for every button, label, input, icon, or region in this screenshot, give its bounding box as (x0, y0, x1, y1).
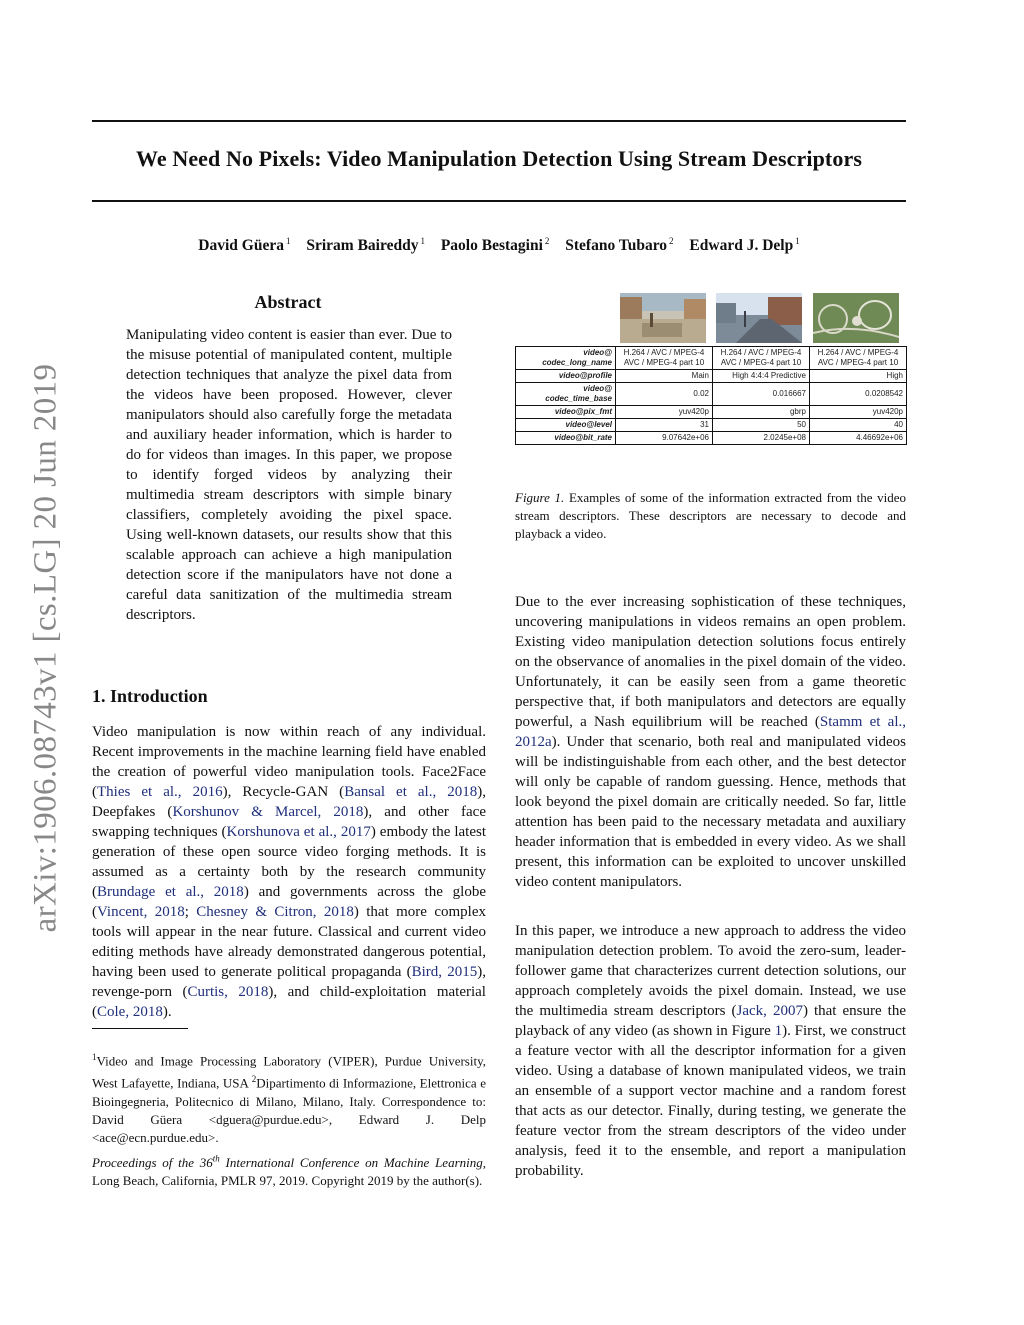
section-heading-introduction: 1. Introduction (92, 686, 208, 706)
citation-link[interactable]: Bird, 2015 (411, 964, 478, 980)
descriptor-key: video@ codec_time_base (516, 383, 616, 406)
table-row (516, 347, 907, 370)
figure-thumbnail-aerial-park (813, 293, 899, 343)
footnote-text: Dipartimento di Informazione, Elettronica e Bioingegneria, Politecnico di Milano, Milano, Italy. Correspondence to: David Güera <dguera@purdue.edu>, Edward J. Delp <ace@ecn.purdue.edu>. (92, 1075, 487, 1145)
author-affiliation: 1 (795, 236, 800, 246)
paragraph-text: Video manipulation is now within reach of any individual. Recent improvements in the machine learning field have enabled the creation of powerful video manipulation tools. Face2Face ( (92, 724, 486, 800)
figure-thumbnail-construction-site (620, 293, 706, 343)
proceedings-venue-text: Proceedings of the 36 (92, 1155, 213, 1171)
citation-link[interactable]: Chesney & Citron, 2018 (196, 904, 354, 920)
author-affiliation: 2 (669, 236, 674, 246)
intro-paragraph (92, 722, 486, 1022)
descriptor-value: yuv420p (616, 406, 713, 419)
proceedings-venue (92, 1155, 483, 1170)
paragraph-text: ), and other face swapping techniques ( (92, 804, 486, 840)
citation-link[interactable]: Jack, 2007 (736, 1003, 803, 1019)
descriptor-value: yuv420p (810, 406, 907, 419)
citation-link[interactable]: Stamm et al., 2012a (515, 714, 906, 750)
descriptor-key: video@pix_fmt (516, 406, 616, 419)
table-row (516, 419, 907, 432)
abstract-body: Manipulating video content is easier than ever. Due to the misuse potential of manipulated content, multiple detection techniques that analyze the pixel data from the videos have been proposed. However, clever manipulators should also carefully forge the metadata and auxiliary header information, which is harder to do for videos than images. In this paper, we propose to identify forged videos by analyzing their multimedia stream descriptors with simple binary classifiers, completely avoiding the pixel space. Using well-known datasets, our results show that this scalable approach can achieve a high manipulation detection score if the manipulators have not done a careful data sanitization of the multimedia stream descriptors. (126, 327, 452, 623)
footnote-mark: 1 (92, 1052, 97, 1062)
paragraph-text: ) that more complex tools will appear in the near future. Classical and current video editing methods have already demonstrated dangerous potential, having been used to generate political propaganda ( (92, 904, 486, 980)
footnote-mark: 2 (251, 1074, 257, 1085)
paragraph-text: ) and governments across the globe ( (92, 884, 486, 920)
abstract-heading: Abstract (254, 292, 322, 312)
author-affiliation: 1 (420, 236, 425, 246)
citation-link[interactable]: Curtis, 2018 (187, 984, 269, 1000)
title-rule-bottom (92, 200, 906, 202)
descriptor-value: High 4:4:4 Predictive (713, 370, 810, 383)
figure-label: Figure 1. (515, 490, 565, 505)
descriptor-key: video@bit_rate (516, 432, 616, 445)
descriptor-key: video@level (516, 419, 616, 432)
figure-thumbnail-street (716, 293, 802, 343)
paper-title: We Need No Pixels: Video Manipulation Detection Using Stream Descriptors (135, 146, 862, 171)
author (441, 237, 550, 254)
table-row (516, 370, 907, 383)
paragraph-text: ) that ensure the playback of any video (as shown in Figure (515, 1003, 906, 1039)
descriptor-value: 40 (810, 419, 907, 432)
citation-link[interactable]: Brundage et al., 2018 (97, 884, 244, 900)
affiliation-footnote (92, 1048, 486, 1147)
proceedings-details: , Long Beach, California, PMLR 97, 2019. Copyright 2019 by the author(s). (92, 1155, 486, 1189)
descriptor-value: 31 (616, 419, 713, 432)
table-row (516, 432, 907, 445)
descriptor-value: 0.02 (616, 383, 713, 406)
stream-descriptor-table (515, 346, 907, 445)
paragraph-text: In this paper, we introduce a new approach to address the video manipulation detection problem. To avoid the zero-sum, leader-follower game that characterizes current detection solutions, our approach completely avoids the pixel domain. Instead, we use the multimedia stream descriptors ( (515, 923, 906, 1019)
proceedings-ordinal: th (212, 1154, 220, 1164)
footnote-text: Video and Image Processing Laboratory (VIPER), Purdue University, West Lafayette, Indiana, USA (92, 1053, 486, 1091)
citation-link[interactable]: Korshunov & Marcel, 2018 (172, 804, 364, 820)
paragraph-text: ), revenge-porn ( (92, 964, 486, 1000)
author (306, 237, 425, 254)
paragraph-text: Due to the ever increasing sophistication of these techniques, uncovering manipulations in videos remains an open problem. Existing video manipulation detection solutions focus entirely on the observance of anomalies in the pixel domain of the video. Unfortunately, it can be easily seen from a game theoretic perspective that, if both manipulators and detectors are equally powerful, a Nash equilibrium will be reached ( (515, 594, 906, 730)
paragraph-text: ). First, we construct a feature vector with all the descriptor information for a given video. Using a database of known manipulated videos, we train an ensemble of a support vector machine and a random forest that acts as our detector. Finally, during testing, we generate the feature vector from the stream descriptors of the video under analysis, feed it to the ensemble, and report a manipulation probability. (515, 1023, 907, 1179)
descriptor-value: 50 (713, 419, 810, 432)
paragraph-text: ) embody the latest generation of these open source video forging methods. It is assumed as a certainty both by the research community ( (92, 824, 486, 900)
author-name: Edward J. Delp (689, 237, 794, 255)
descriptor-key: video@ codec_long_name (516, 347, 616, 370)
citation-link[interactable]: 1 (774, 1023, 783, 1039)
descriptor-value: gbrp (713, 406, 810, 419)
citation-link[interactable]: Thies et al., 2016 (97, 784, 223, 800)
paragraph-text: ), Recycle-GAN ( (222, 784, 345, 800)
intro-paragraph (515, 592, 906, 892)
paragraph-text: ). Under that scenario, both real and manipulated videos will be indistinguishable from each other, and the best detector will only be capable of random guessing. Hence, methods that look beyond the pixel domain are critically needed. So far, little attention has been paid to the necessary metadata and auxiliary header information that is embedded in every video. As we shall present, this information can be exploited to uncover unskilled video content manipulators. (515, 734, 906, 890)
descriptor-value: 0.0208542 (810, 383, 907, 406)
footnote-rule (92, 1028, 188, 1029)
author-name: Stefano Tubaro (565, 237, 668, 255)
intro-paragraph (515, 921, 906, 1181)
author-affiliation: 2 (544, 236, 550, 246)
author (198, 237, 290, 254)
paragraph-text: ), Deepfakes ( (92, 784, 487, 820)
author-affiliation: 1 (285, 236, 291, 246)
paragraph-text: ; (184, 904, 197, 920)
descriptor-value: Main (616, 370, 713, 383)
descriptor-value: H.264 / AVC / MPEG-4 AVC / MPEG-4 part 10 (713, 347, 810, 370)
figure-caption (515, 489, 906, 543)
descriptor-value: H.264 / AVC / MPEG-4 AVC / MPEG-4 part 10 (810, 347, 907, 370)
descriptor-value: H.264 / AVC / MPEG-4 AVC / MPEG-4 part 10 (616, 347, 713, 370)
title-rule-top (92, 120, 906, 122)
descriptor-value: High (810, 370, 907, 383)
author-name: David Güera (198, 237, 284, 255)
author-list (92, 236, 906, 255)
author (689, 237, 799, 254)
citation-link[interactable]: Bansal et al., 2018 (344, 784, 478, 800)
proceedings-venue-text: International Conference on Machine Learning (219, 1155, 483, 1171)
paragraph-text: ), and child-exploitation material ( (92, 984, 486, 1020)
table-row (516, 406, 907, 419)
descriptor-key: video@profile (516, 370, 616, 383)
descriptor-value: 2.0245e+08 (713, 432, 810, 445)
citation-link[interactable]: Cole, 2018 (97, 1004, 163, 1020)
citation-link[interactable]: Korshunova et al., 2017 (226, 824, 371, 840)
citation-link[interactable]: Vincent, 2018 (97, 904, 185, 920)
table-row (516, 383, 907, 406)
descriptor-value: 9.07642e+06 (616, 432, 713, 445)
author-name: Paolo Bestagini (440, 237, 543, 255)
figure-caption-text: Examples of some of the information extracted from the video stream descriptors. These descriptors are necessary to decode and playback a video. (515, 490, 906, 541)
paragraph-text: ). (162, 1004, 172, 1020)
author-name: Sriram Baireddy (306, 237, 419, 255)
descriptor-value: 0.016667 (713, 383, 810, 406)
descriptor-value: 4.46692e+06 (810, 432, 907, 445)
author (565, 237, 673, 254)
arxiv-stamp: arXiv:1906.08743v1 [cs.LG] 20 Jun 2019 (27, 363, 64, 933)
proceedings-note (92, 1150, 486, 1190)
